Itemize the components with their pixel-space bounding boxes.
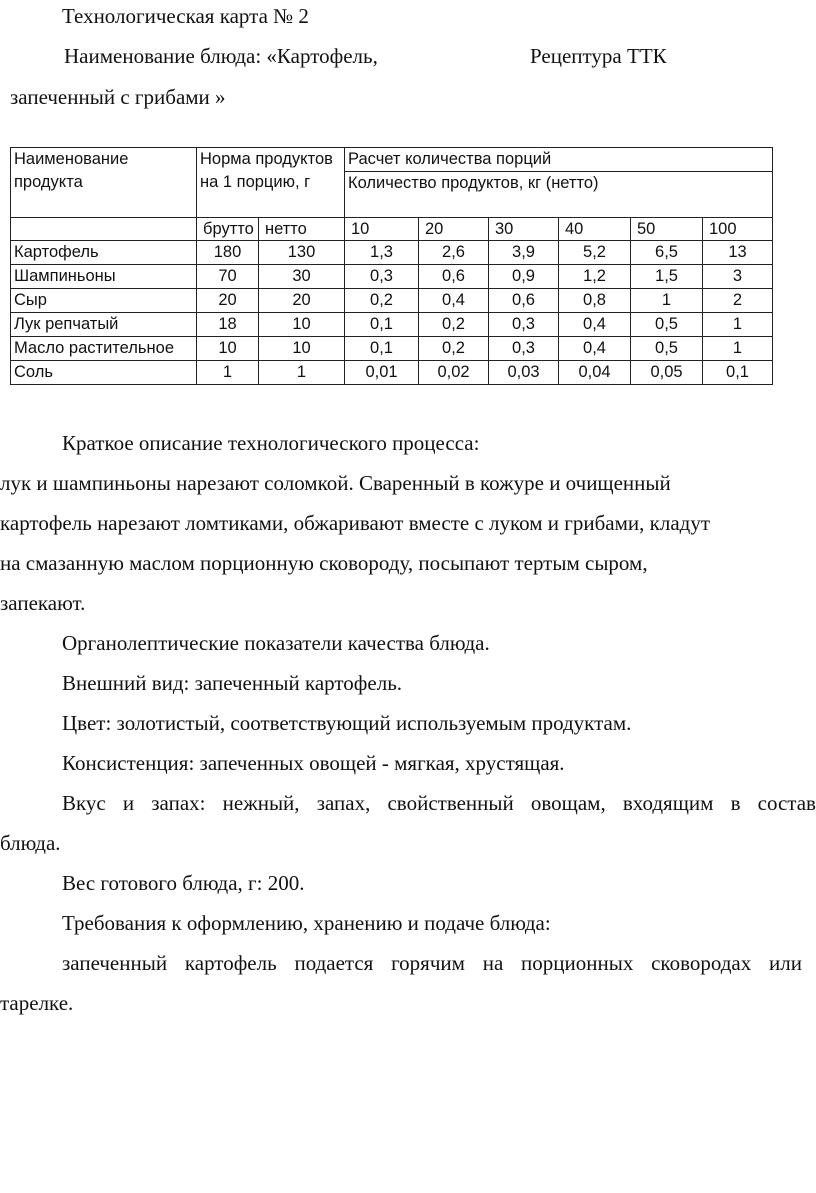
quality-heading: Органолептические показатели качества блюда.	[62, 631, 490, 655]
portion-value: 0,6	[489, 289, 559, 313]
word: запах,	[316, 791, 371, 815]
portion-value: 0,9	[489, 265, 559, 289]
portion-value: 0,4	[559, 313, 631, 337]
serving-heading: Требования к оформлению, хранению и подаче блюда:	[62, 911, 551, 935]
word: состав	[757, 791, 816, 815]
header-norm: Норма продуктов на 1 порцию, г	[197, 148, 345, 218]
word: запеченный	[62, 951, 168, 975]
word: подается	[294, 951, 374, 975]
header-product: Наименование продукта	[11, 148, 197, 218]
header-calc: Расчет количества порций	[345, 148, 773, 172]
portion-value: 0,1	[345, 337, 419, 361]
table-row	[11, 241, 773, 265]
portion-value: 0,03	[489, 361, 559, 385]
portion-value: 2,6	[419, 241, 489, 265]
word: нежный,	[222, 791, 300, 815]
net-value: 1	[259, 361, 345, 385]
card-title: Технологическая карта № 2	[62, 4, 309, 28]
quality-appearance: Внешний вид: запеченный картофель.	[62, 671, 403, 695]
table-row	[11, 361, 773, 385]
portion-value: 1	[703, 337, 773, 361]
header-qty: Количество продуктов, кг (нетто)	[345, 172, 773, 218]
portion-value: 0,5	[631, 313, 703, 337]
product-name: Картофель	[11, 241, 197, 265]
word: или	[769, 951, 802, 975]
quality-taste-end: блюда.	[0, 831, 61, 855]
portion-100: 100	[703, 218, 773, 241]
gross-value: 10	[197, 337, 259, 361]
serving-end: тарелке.	[0, 991, 74, 1015]
quality-taste	[0, 790, 816, 816]
portion-value: 0,1	[703, 361, 773, 385]
word: на	[482, 951, 504, 975]
portion-value: 3,9	[489, 241, 559, 265]
portion-value: 0,2	[419, 337, 489, 361]
word: сковородах	[651, 951, 752, 975]
table-row	[11, 337, 773, 361]
product-name: Лук репчатый	[11, 313, 197, 337]
portion-value: 0,04	[559, 361, 631, 385]
portion-value: 13	[703, 241, 773, 265]
dish-name-continued: запеченный с грибами »	[10, 85, 226, 109]
portion-value: 2	[703, 289, 773, 313]
portion-value: 1,5	[631, 265, 703, 289]
dish-name: Наименование блюда: «Картофель,	[64, 44, 378, 68]
portion-value: 0,2	[419, 313, 489, 337]
serving-text	[0, 950, 816, 976]
process-line-1: лук и шампиньоны нарезают соломкой. Сваренный в кожуре и очищенный	[0, 471, 671, 495]
word: входящим	[622, 791, 714, 815]
table-row	[11, 313, 773, 337]
net-value: 10	[259, 313, 345, 337]
portion-20: 20	[419, 218, 489, 241]
portion-value: 0,01	[345, 361, 419, 385]
table-row	[11, 289, 773, 313]
word: порционных	[521, 951, 634, 975]
portion-value: 0,05	[631, 361, 703, 385]
net-value: 30	[259, 265, 345, 289]
quality-consistency: Консистенция: запеченных овощей - мягкая, хрустящая.	[62, 751, 565, 775]
portion-50: 50	[631, 218, 703, 241]
word: Вкус	[62, 791, 106, 815]
portion-30: 30	[489, 218, 559, 241]
portion-40: 40	[559, 218, 631, 241]
recipe-label: Рецептура ТТК	[530, 44, 667, 68]
gross-value: 70	[197, 265, 259, 289]
gross-value: 1	[197, 361, 259, 385]
portion-value: 6,5	[631, 241, 703, 265]
portion-value: 0,1	[345, 313, 419, 337]
quality-color: Цвет: золотистый, соответствующий используемым продуктам.	[62, 711, 632, 735]
portion-value: 0,8	[559, 289, 631, 313]
product-name: Масло растительное	[11, 337, 197, 361]
portion-value: 0,4	[419, 289, 489, 313]
net-value: 130	[259, 241, 345, 265]
net-value: 10	[259, 337, 345, 361]
word: свойственный	[387, 791, 514, 815]
gross-value: 20	[197, 289, 259, 313]
portion-value: 0,3	[345, 265, 419, 289]
portion-value: 1	[631, 289, 703, 313]
word: запах:	[151, 791, 206, 815]
word: в	[730, 791, 741, 815]
table-row	[11, 265, 773, 289]
portion-value: 1,2	[559, 265, 631, 289]
portion-value: 0,3	[489, 337, 559, 361]
word: овощам,	[530, 791, 606, 815]
portion-value: 0,5	[631, 337, 703, 361]
portion-value: 5,2	[559, 241, 631, 265]
process-line-3: на смазанную маслом порционную сковороду, посыпают тертым сыром,	[0, 551, 648, 575]
gross-value: 18	[197, 313, 259, 337]
portion-value: 1	[703, 313, 773, 337]
process-heading: Краткое описание технологического процесса:	[62, 431, 480, 455]
gross-value: 180	[197, 241, 259, 265]
process-line-2: картофель нарезают ломтиками, обжаривают вместе с луком и грибами, кладут	[0, 511, 711, 535]
portion-10: 10	[345, 218, 419, 241]
portion-value: 0,2	[345, 289, 419, 313]
word: горячим	[391, 951, 465, 975]
product-name: Сыр	[11, 289, 197, 313]
portion-value: 1,3	[345, 241, 419, 265]
portion-value: 3	[703, 265, 773, 289]
header-empty	[11, 218, 197, 241]
header-gross: брутто	[197, 218, 259, 241]
quality-weight: Вес готового блюда, г: 200.	[62, 871, 305, 895]
net-value: 20	[259, 289, 345, 313]
portion-value: 0,6	[419, 265, 489, 289]
product-name: Шампиньоны	[11, 265, 197, 289]
word: и	[122, 791, 135, 815]
process-line-4: запекают.	[0, 591, 86, 615]
portion-value: 0,3	[489, 313, 559, 337]
product-name: Соль	[11, 361, 197, 385]
recipe-table	[10, 147, 773, 385]
header-net: нетто	[259, 218, 345, 241]
word: картофель	[184, 951, 277, 975]
portion-value: 0,02	[419, 361, 489, 385]
portion-value: 0,4	[559, 337, 631, 361]
